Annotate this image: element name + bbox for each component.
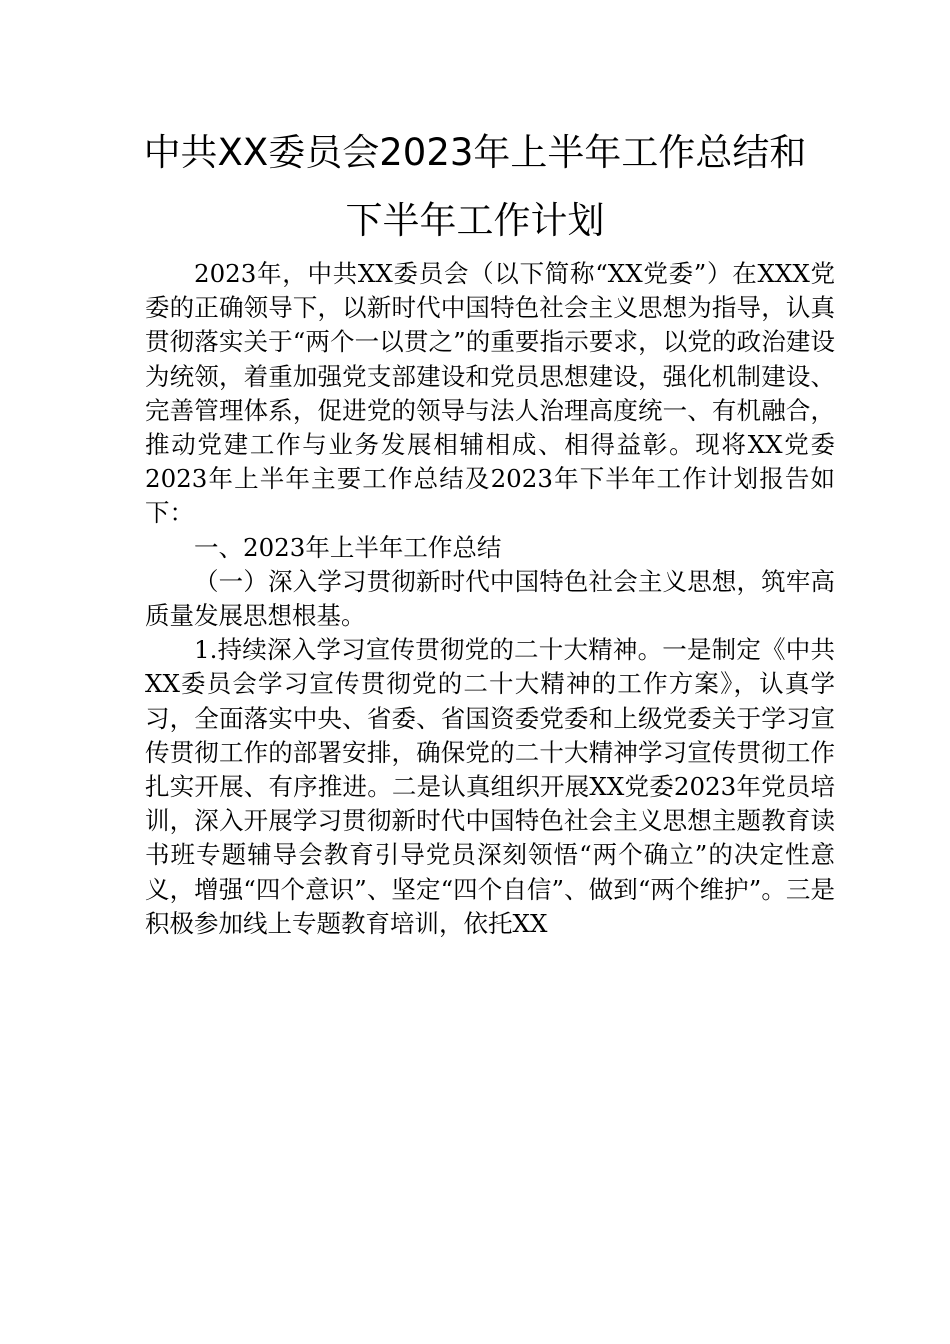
document-title-line-1: 中共XX委员会2023年上半年工作总结和: [143, 131, 807, 174]
document-body: [145, 257, 835, 941]
paragraph-intro: 2023年，中共XX委员会（以下简称“XX党委”）在XXX党委的正确领导下，以新时代中国特色社会主义思想为指导，认真贯彻落实关于“两个一以贯之”的重要指示要求，以党的政治建设为统领，着重加强党支部建设和党员思想建设，强化机制建设、完善管理体系，促进党的领导与法人治理高度统一、有机融合，推动党建工作与业务发展相辅相成、相得益彰。现将XX党委2023年上半年主要工作总结及2023年下半年工作计划报告如下：: [145, 259, 835, 528]
paragraph-item-1: 1.持续深入学习宣传贯彻党的二十大精神。一是制定《中共XX委员会学习宣传贯彻党的二十大精神的工作方案》，认真学习，全面落实中央、省委、省国资委党委和上级党委关于学习宣传贯彻工作的部署安排，确保党的二十大精神学习宣传贯彻工作扎实开展、有序推进。二是认真组织开展XX党委2023年党员培训，深入开展学习贯彻新时代中国特色社会主义思想主题教育读书班专题辅导会教育引导党员深刻领悟“两个确立”的决定性意义，增强“四个意识”、坚定“四个自信”、做到“两个维护”。三是积极参加线上专题教育培训，依托XX: [145, 635, 835, 938]
section-heading-1: 一、2023年上半年工作总结: [194, 532, 502, 562]
document-title-line-2: 下半年工作计划: [345, 199, 605, 242]
subsection-heading-1: （一）深入学习贯彻新时代中国特色社会主义思想，筑牢高质量发展思想根基。: [145, 566, 835, 631]
